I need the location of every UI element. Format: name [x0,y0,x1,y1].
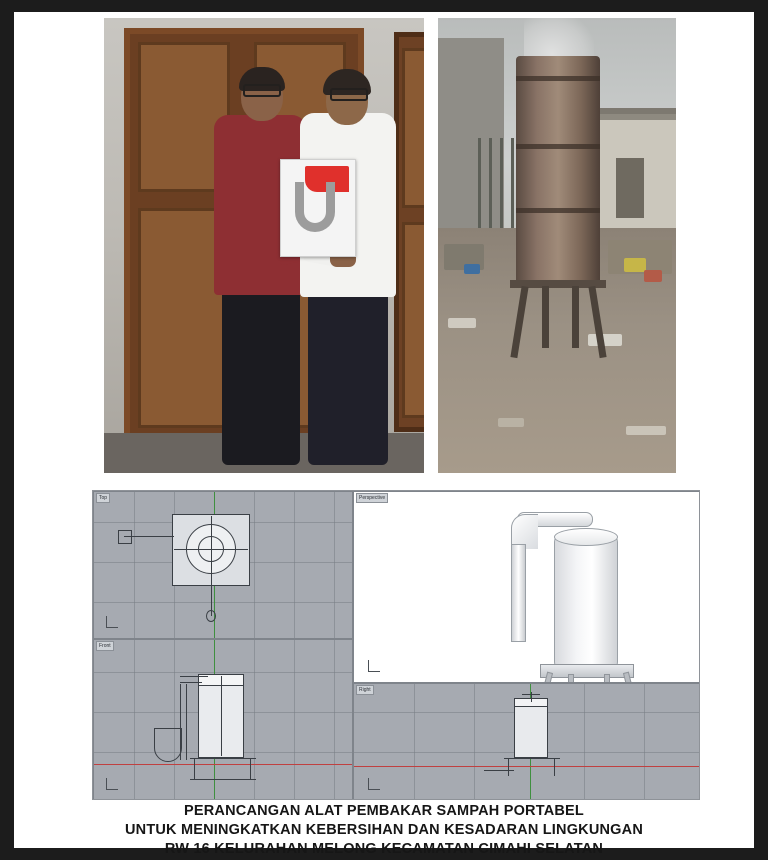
top-view-pipe-end [206,610,216,622]
model-drum-body [554,536,618,668]
model-vertical-pipe [511,544,526,642]
viewport-perspective-label[interactable]: Perspective [356,493,388,503]
top-view-handle [118,530,132,544]
model-leg [568,674,574,683]
viewport-front-label[interactable]: Front [96,641,114,651]
model-base-plate [540,664,634,678]
drum-stand-leg [542,286,549,348]
trash-item [498,418,524,427]
viewport-top[interactable] [93,491,353,639]
person-right-legs [308,285,388,465]
trash-item [644,270,662,282]
drum-band [516,144,600,149]
incinerator-drum [516,56,600,284]
plaque-logo-icon [295,182,335,232]
model-drum-top [554,528,618,546]
incinerator-photo [438,18,676,473]
glasses-icon [330,88,368,101]
viewport-perspective[interactable] [353,491,700,683]
photo-row [14,12,754,477]
drum-band [516,76,600,81]
trash-item [448,318,476,328]
caption-line-3: RW 16 KELURAHAN MELONG KECAMATAN CIMAHI SELATAN [164,841,604,857]
trash-item [626,426,666,435]
trash-item [464,264,480,274]
glasses-icon [243,84,281,97]
caption-line-1: PERANCANGAN ALAT PEMBAKAR SAMPAH PORTABEL [184,803,584,819]
trash-item [624,258,646,272]
award-plaque [280,159,356,257]
viewport-front[interactable] [93,639,353,800]
poster-page [14,12,754,857]
front-view-handle [154,728,182,762]
door-panel [402,222,424,418]
person-left-legs [222,285,300,465]
photo-building-door [616,158,644,218]
drum-stand-leg [572,286,579,348]
viewport-right-label[interactable]: Right [356,685,374,695]
poster-caption [14,802,754,859]
model-leg [604,674,610,683]
handover-photo [104,18,424,473]
cad-screenshot [92,490,700,800]
caption-line-2: UNTUK MENINGKATKAN KEBERSIHAN DAN KESADARAN LINGKUNGAN [124,822,644,838]
trash-item [588,334,622,346]
drum-band [516,208,600,213]
door-panel [402,48,424,208]
right-view-drum [514,704,548,758]
viewport-top-label[interactable]: Top [96,493,110,503]
viewport-right[interactable] [353,683,700,800]
